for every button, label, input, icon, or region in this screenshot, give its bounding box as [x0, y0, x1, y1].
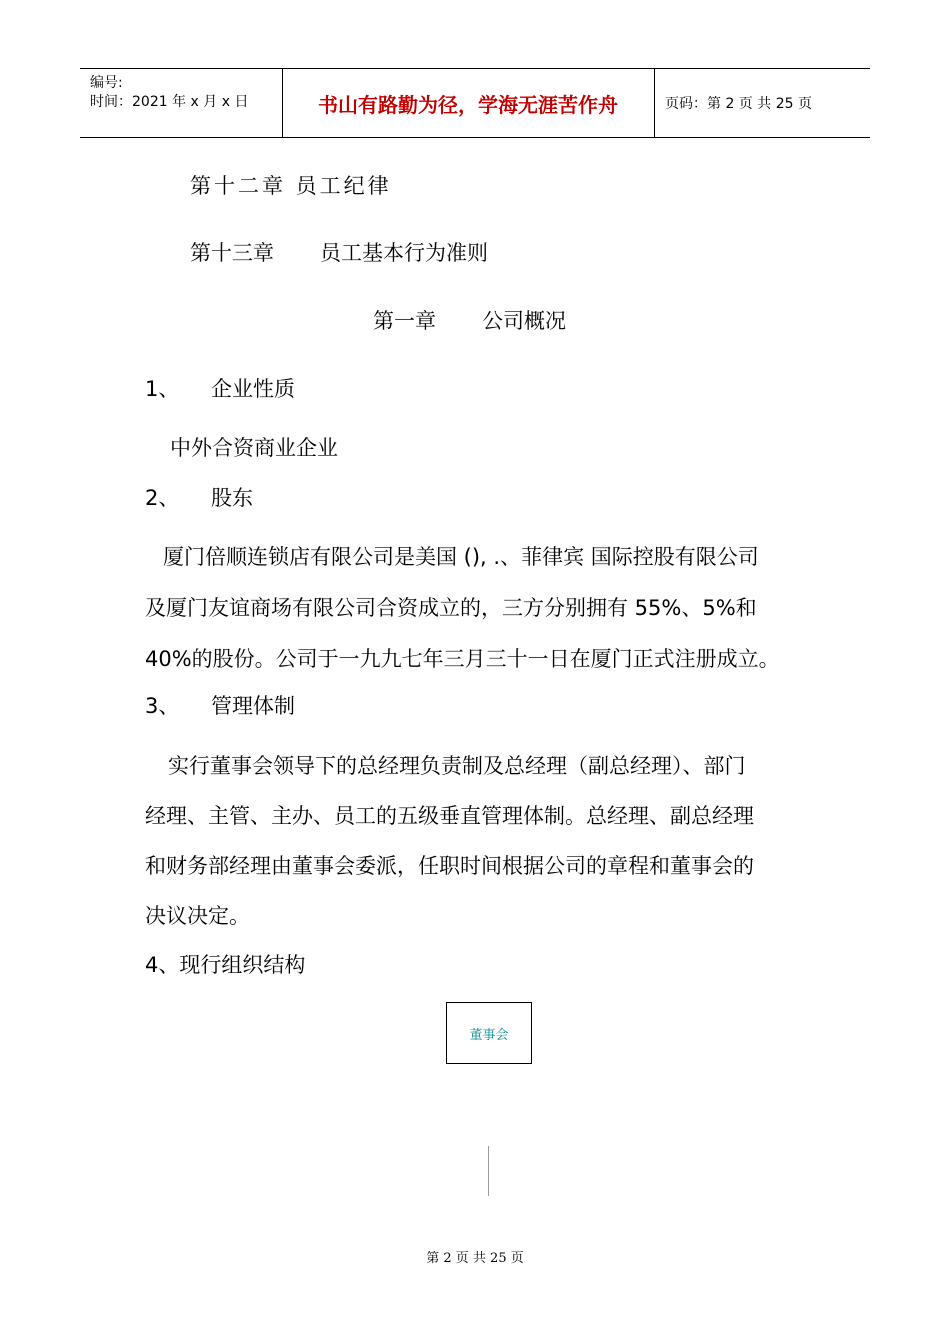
- chapter-1-title: 公司概况: [482, 309, 566, 333]
- toc-chapter-13: [190, 237, 488, 267]
- chapter-1-heading: [373, 305, 566, 335]
- section-2-body-line: 40%的股份。公司于一九九七年三月三十一日在厦门正式注册成立。: [145, 647, 780, 671]
- org-chart-board-label: 董事会: [469, 1027, 509, 1043]
- section-4-heading: 4、现行组织结构: [145, 953, 306, 977]
- document-time-label: 时间：2021 年 x 月 x 日: [90, 94, 249, 110]
- header-motto: 书山有路勤为径，学海无涯苦作舟: [318, 93, 618, 117]
- org-chart-board-box: [446, 1002, 532, 1064]
- page-footer: 第 2 页 共 25 页: [426, 1251, 524, 1266]
- section-2-body-line: 厦门倍顺连锁店有限公司是美国 (), .、菲律宾 国际控股有限公司: [163, 545, 759, 569]
- section-1-body: 中外合资商业企业: [170, 436, 338, 460]
- section-1-number: 1、: [145, 377, 180, 401]
- section-3-body-line: 决议决定。: [145, 904, 250, 928]
- org-chart-connector-line: [488, 1146, 489, 1196]
- chapter-1-number: 第一章: [373, 309, 436, 333]
- page-header: [80, 68, 870, 138]
- section-1-title: 企业性质: [211, 377, 295, 401]
- section-3-body-line: 和财务部经理由董事会委派，任职时间根据公司的章程和董事会的: [145, 854, 754, 878]
- section-3-body-line: 实行董事会领导下的总经理负责制及总经理（副总经理）、部门: [168, 754, 746, 778]
- toc-chapter-12: 第十二章 员工纪律: [190, 174, 392, 198]
- toc-chapter-13-title: 员工基本行为准则: [320, 241, 488, 265]
- section-2-number: 2、: [145, 486, 180, 510]
- header-page-info: 页码：第 2 页 共 25 页: [665, 96, 812, 112]
- section-1-heading: [145, 373, 295, 403]
- header-meta-cell: [80, 69, 283, 137]
- toc-chapter-13-number: 第十三章: [190, 241, 274, 265]
- section-3-title: 管理体制: [211, 694, 295, 718]
- section-3-number: 3、: [145, 694, 180, 718]
- section-2-heading: [145, 482, 253, 512]
- section-2-title: 股东: [211, 486, 253, 510]
- document-number-label: 编号:: [90, 75, 123, 91]
- header-motto-cell: [282, 69, 655, 137]
- section-3-body-line: 经理、主管、主办、员工的五级垂直管理体制。总经理、副总经理: [145, 804, 754, 828]
- section-3-heading: [145, 690, 295, 720]
- header-page-cell: [655, 69, 870, 137]
- section-2-body-line: 及厦门友谊商场有限公司合资成立的，三方分别拥有 55%、5%和: [145, 596, 757, 620]
